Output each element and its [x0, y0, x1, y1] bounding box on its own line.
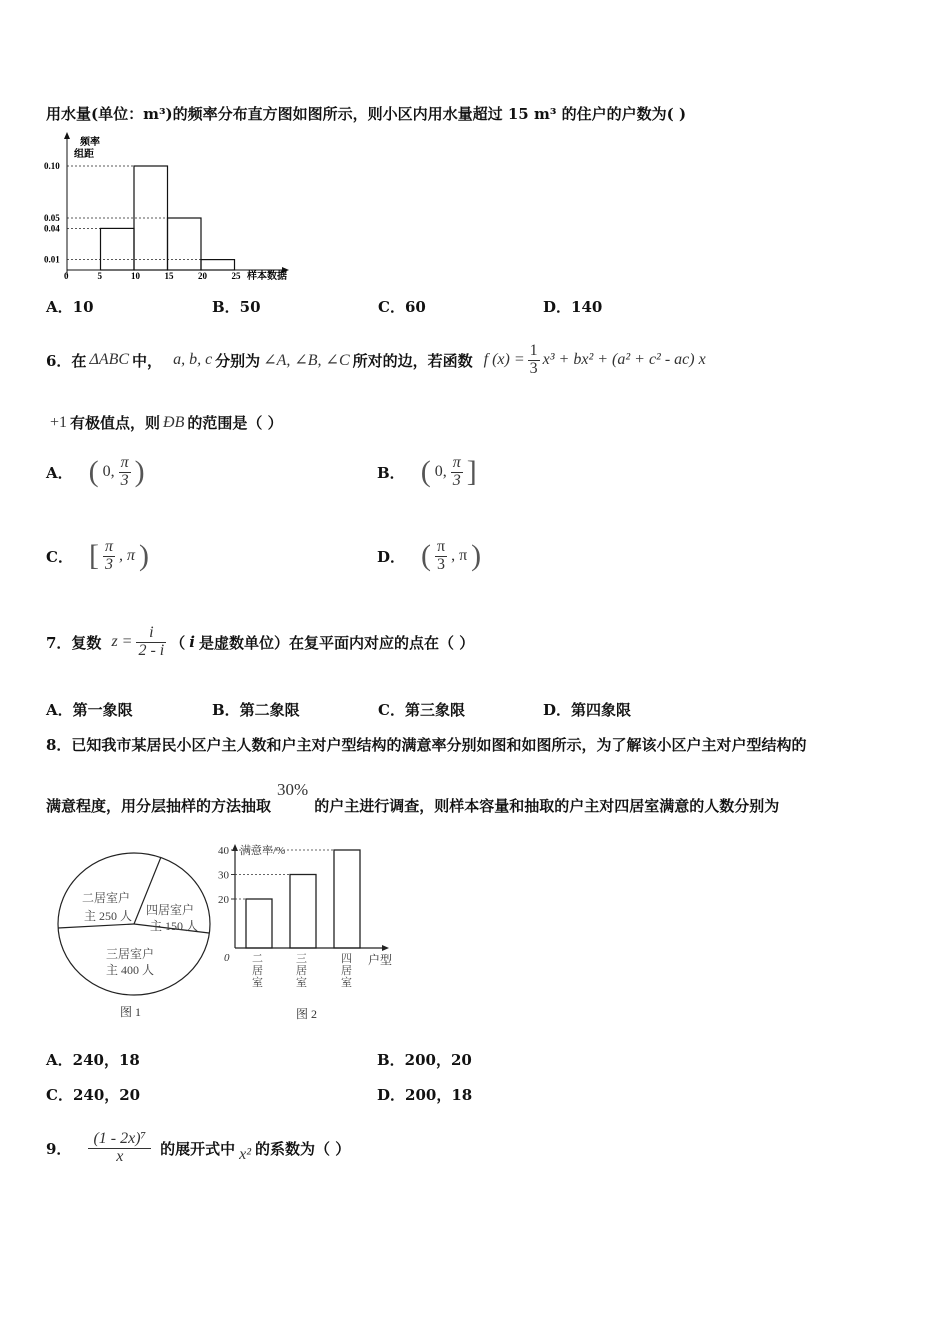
q6-option-b-open: (: [420, 455, 431, 488]
satisfaction-bar-chart: [218, 838, 403, 1028]
q6-angles: ∠A, ∠B, ∠C: [263, 352, 350, 369]
histogram-x-tick: 15: [164, 271, 174, 281]
q9-fraction: $\frac{\text{(1 - 2x)⁷}}{x}$: [87, 1131, 152, 1166]
q6-option-c-right: , π: [118, 547, 135, 564]
histogram-bar: [168, 218, 202, 270]
q6-function-lhs: f (x) =: [483, 351, 525, 368]
q7-tail-i: i: [189, 633, 195, 651]
pie-caption: 图 1: [120, 1005, 142, 1019]
q7-tail-a: （: [170, 633, 186, 652]
q6-option-a-close: ): [134, 455, 145, 488]
histogram-x-tick: 5: [97, 271, 102, 281]
q9-number: 9．: [46, 1139, 72, 1158]
q5-option-c[interactable]: C．60: [378, 298, 426, 316]
q6-option-c-label: C．: [46, 547, 73, 566]
q5-option-a[interactable]: A．10: [46, 298, 94, 316]
q7-option-b[interactable]: B．第二象限: [212, 701, 300, 719]
q7-option-c[interactable]: C．第三象限: [378, 701, 465, 719]
q8-percent: 30%: [277, 780, 309, 799]
satbar-cat2-char2: 居: [296, 965, 307, 977]
q8-text-a: 满意程度，用分层抽样的方法抽取: [46, 797, 272, 815]
q6-option-a-label: A．: [46, 463, 73, 482]
q7-fraction: $\frac{i}{2 - i}$: [138, 623, 165, 659]
q6-number: 6．在: [46, 351, 87, 370]
histogram-y-tick: 0.01: [44, 254, 60, 265]
q6-text-3: 所对的边，若函数: [352, 351, 473, 370]
q6-option-c-open: [: [88, 539, 99, 572]
q6-option-a-open: (: [88, 455, 99, 488]
q6-option-d-label: D．: [377, 547, 406, 566]
q6-option-d[interactable]: [377, 530, 481, 582]
question-6-stem: [46, 330, 706, 390]
q7-option-a[interactable]: A．第一象限: [46, 701, 133, 719]
q9-text-mid: 的展开式中: [160, 1139, 236, 1158]
q6-text-1: 中，: [132, 351, 163, 370]
satbar-cat2-char3: 室: [296, 977, 307, 989]
q7-z: z =: [111, 633, 133, 650]
satbar-xlabel: 户型: [368, 953, 393, 967]
q6-text-5: 的范围是（ ）: [187, 414, 283, 432]
histogram-x-tick: 20: [198, 271, 207, 281]
q6-option-b-label: B．: [377, 463, 405, 482]
q6-triangle: ΔABC: [89, 351, 130, 368]
q6-option-a-fraction: $\frac{\pi}{3}$: [120, 453, 129, 489]
satbar-cat3-char1: 四: [341, 953, 352, 965]
q9-x2: x²: [239, 1146, 252, 1163]
satbar-origin: 0: [224, 952, 230, 964]
question-5-stem: 用水量(单位：m³)的频率分布直方图如图所示，则小区内用水量超过 15 m³ 的住户的户数为( ): [46, 105, 687, 123]
pie-label-sanju-1: 三居室户: [106, 947, 155, 961]
satbar-cat2-char1: 三: [296, 953, 307, 965]
q6-sides: a, b, c: [173, 351, 213, 368]
q8-option-d[interactable]: D．200，18: [377, 1086, 473, 1104]
q8-option-a[interactable]: A．240，18: [46, 1051, 140, 1069]
satbar-x-arrow: [382, 945, 389, 951]
q6-option-d-fraction: $\frac{\pi}{3}$: [437, 537, 446, 573]
pie-label-siju-2: 主 150 人: [150, 919, 199, 933]
satbar-cat1-char1: 二: [252, 953, 263, 965]
q5-option-b[interactable]: B．50: [212, 298, 261, 316]
histogram-ylabel-top: 频率: [80, 137, 100, 148]
satbar-cat1-char2: 居: [252, 965, 263, 977]
q6-fraction: $\frac{1}{3}$: [529, 341, 538, 377]
pie-label-siju-1: 四居室户: [146, 903, 195, 917]
q6-option-b[interactable]: [377, 446, 477, 498]
histogram-xlabel: 样本数据: [247, 271, 287, 282]
q6-function-rhs: x³ + bx² + (a² + c² - ac) x: [542, 351, 706, 368]
q8-option-c[interactable]: C．240，20: [46, 1086, 141, 1104]
q5-option-d[interactable]: D．140: [543, 298, 603, 316]
q9-text-tail: 的系数为（ ）: [255, 1139, 351, 1158]
question-8-line2: [46, 780, 779, 820]
q8-option-b[interactable]: B．200，20: [377, 1051, 472, 1069]
satbar-caption: 图 2: [296, 1007, 318, 1021]
q7-number: 7．复数: [46, 633, 102, 652]
question-9-stem: [46, 1118, 350, 1178]
question-6-line2: [50, 412, 283, 433]
histogram-y-arrow: [64, 132, 70, 139]
q6-option-d-close: ): [471, 539, 482, 572]
pie-divider-2: [58, 924, 134, 928]
satbar-bar: [246, 899, 272, 948]
histogram-y-tick: 0.04: [44, 223, 60, 234]
q6-option-d-open: (: [421, 539, 432, 572]
question-7-stem: [46, 614, 474, 670]
q6-option-a-left: 0,: [102, 463, 115, 480]
q6-option-d-right: , π: [451, 547, 468, 564]
pie-label-erju-1: 二居室户: [82, 891, 131, 905]
q7-option-d[interactable]: D．第四象限: [543, 701, 632, 719]
q6-option-b-close: ]: [466, 455, 477, 488]
q7-tail-b: 是虚数单位）在复平面内对应的点在（ ）: [198, 633, 475, 652]
pie-label-erju-2: 主 250 人: [84, 909, 133, 923]
pie-label-sanju-2: 主 400 人: [106, 963, 155, 977]
satbar-y-tick: 20: [218, 894, 229, 906]
satbar-ylabel: 满意率/%: [240, 845, 286, 857]
q6-option-c[interactable]: [46, 530, 149, 582]
q6-option-b-fraction: $\frac{\pi}{3}$: [452, 453, 461, 489]
question-8-line1: 8．已知我市某居民小区户主人数和户主对户型结构的满意率分别如图和如图所示，为了解该小区户主对户型结构的: [46, 736, 807, 754]
satbar-y-tick: 30: [218, 869, 229, 882]
satbar-bar: [334, 850, 360, 948]
histogram-y-tick: 0.10: [44, 161, 60, 171]
q6-plus-one: +1: [50, 413, 68, 431]
histogram-x-tick: 25: [231, 271, 241, 281]
q6-option-b-left: 0,: [434, 463, 447, 480]
histogram-x-tick: 0: [64, 271, 69, 281]
histogram-x-tick: 10: [131, 271, 140, 281]
q6-option-c-fraction: $\frac{\pi}{3}$: [104, 537, 113, 573]
satbar-cat3-char3: 室: [341, 977, 352, 989]
satbar-bar: [290, 875, 316, 949]
satbar-y-tick: 40: [218, 845, 229, 857]
histogram-bar: [101, 228, 135, 270]
q6-option-a[interactable]: [46, 446, 145, 498]
histogram-y-tick: 0.05: [44, 213, 60, 223]
satbar-cat3-char2: 居: [341, 965, 352, 977]
frequency-histogram: [40, 130, 300, 285]
histogram-bar: [201, 260, 235, 270]
histogram-ylabel-bottom: 组距: [74, 149, 94, 160]
q6-angle-b: ÐB: [163, 413, 185, 431]
q6-text-4: 有极值点，则: [70, 414, 161, 432]
q6-text-2: 分别为: [215, 351, 261, 370]
q6-option-c-close: ): [138, 539, 149, 572]
satbar-cat1-char3: 室: [252, 977, 263, 989]
q8-text-b: 的户主进行调查，则样本容量和抽取的户主对四居室满意的人数分别为: [314, 797, 780, 815]
household-pie-chart: [50, 848, 220, 1028]
